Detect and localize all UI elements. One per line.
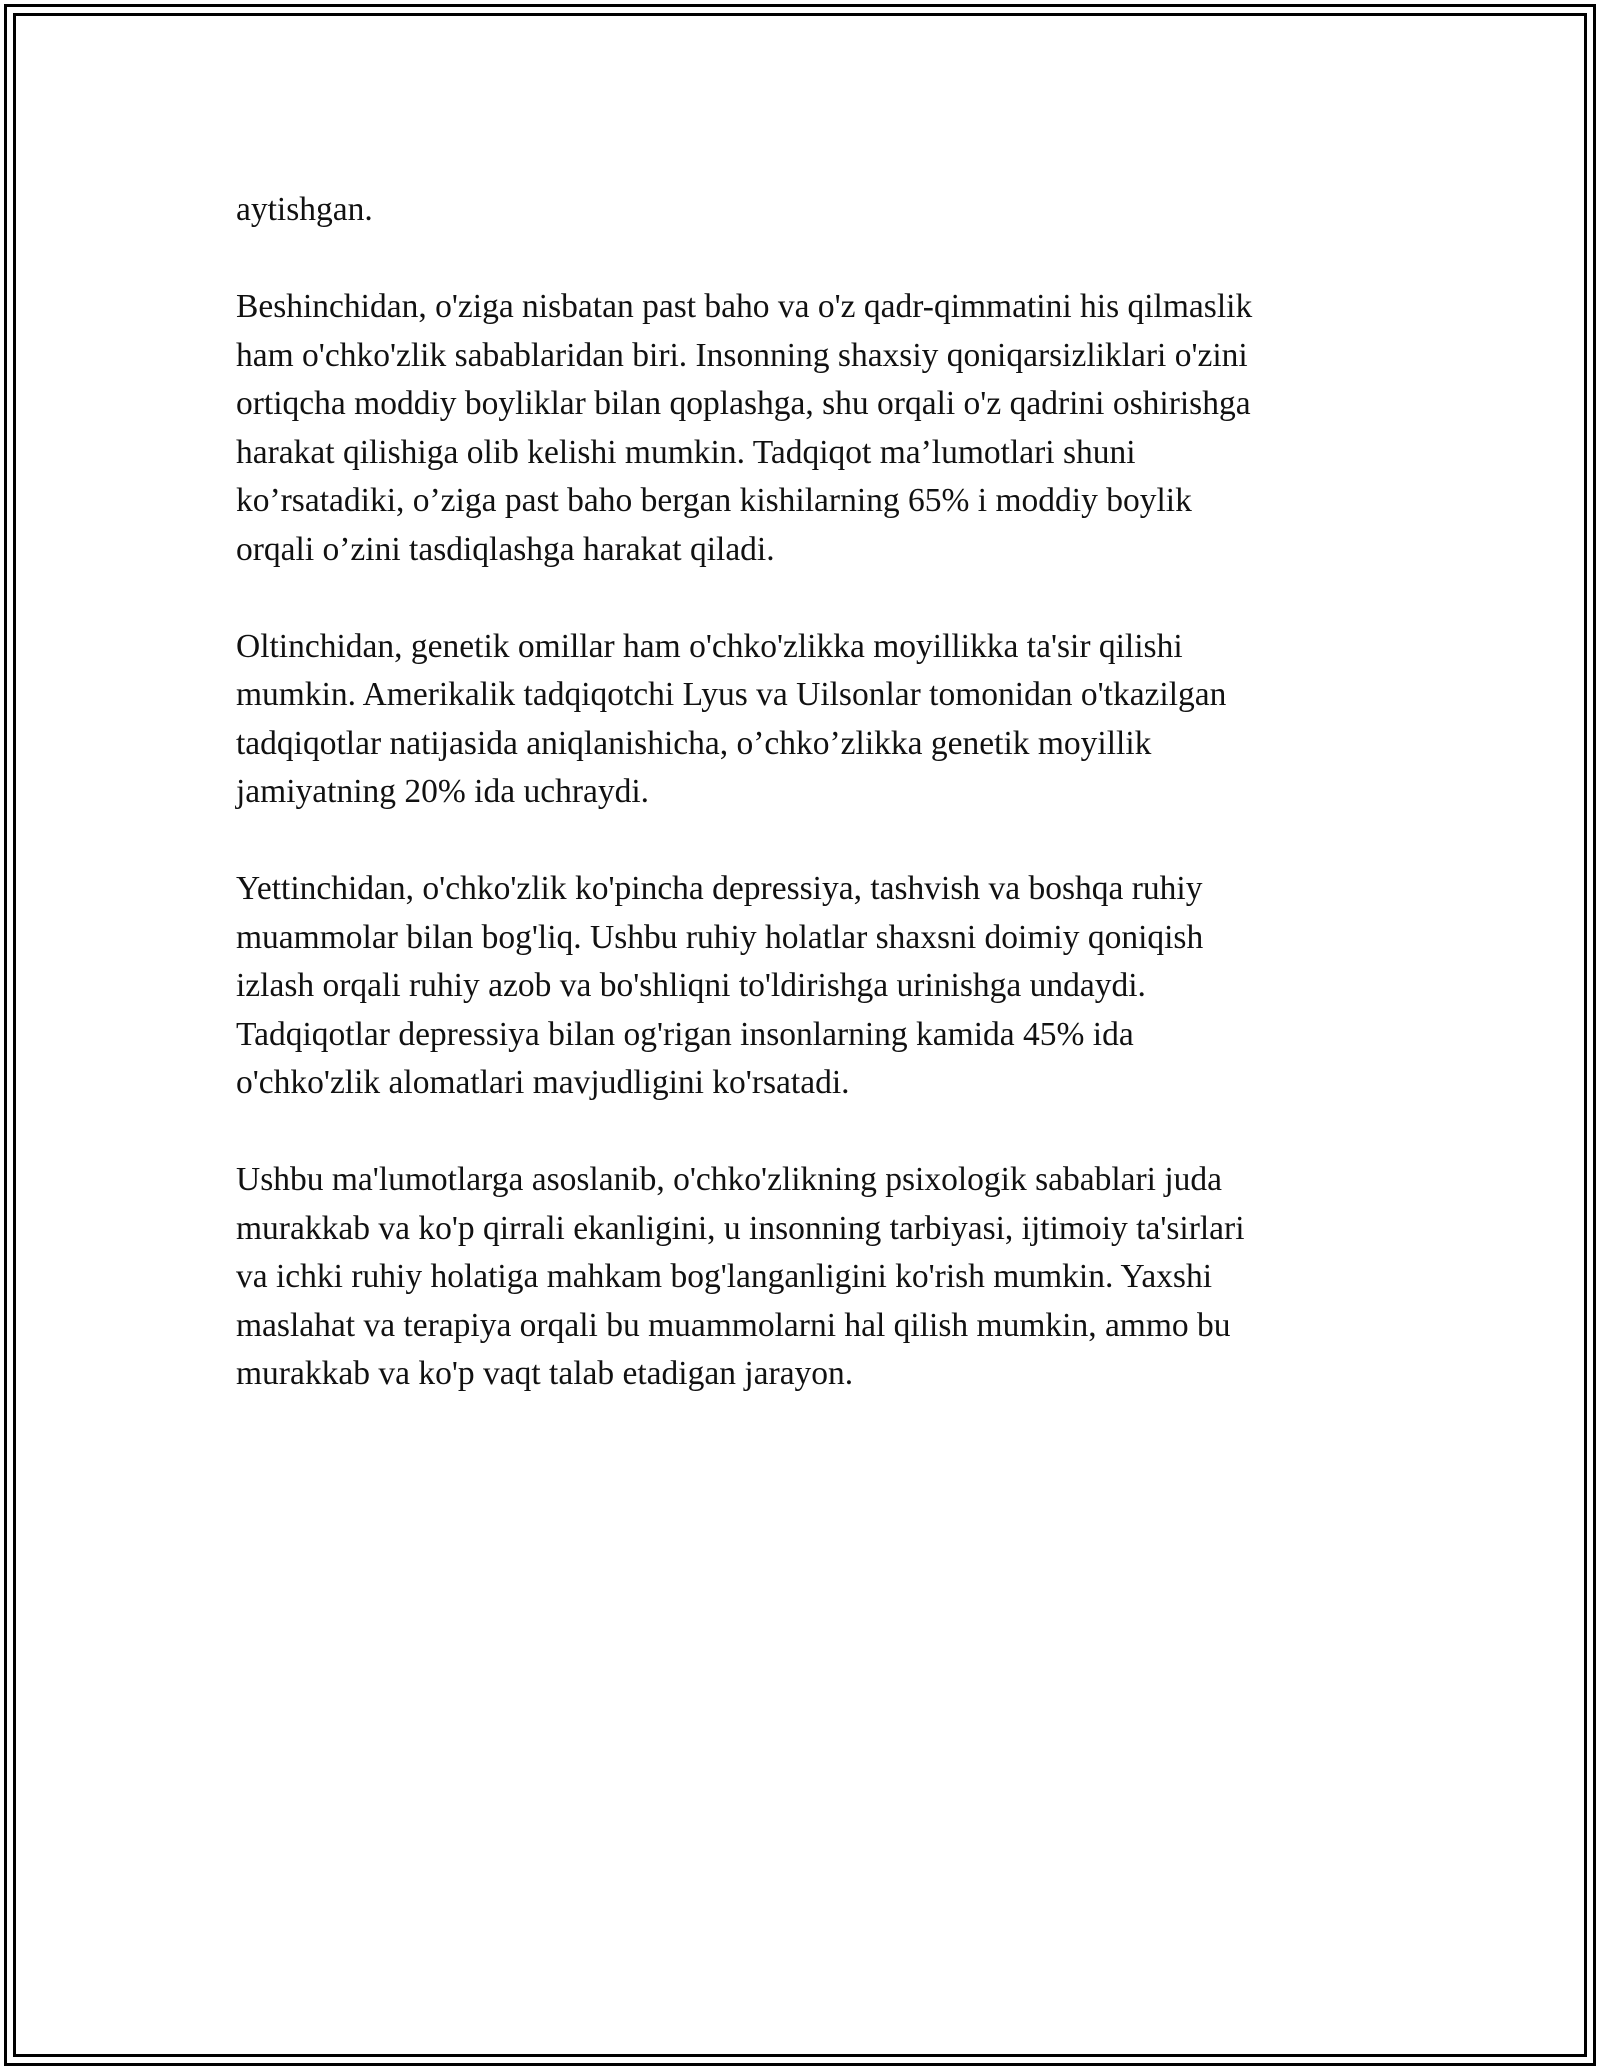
paragraph-conclusion: Ushbu ma'lumotlarga asoslanib, o'chko'zlikning psixologik sabablari juda murakkab va ko'p qirrali ekanligini, u insonning tarbiyasi, ijtimoiy ta'sirlari va ichki ruhiy holatiga mahkam bog'langanligini ko'rish mumkin. Yaxshi maslahat va terapiya orqali bu muammolarni hal qilish mumkin, ammo bu murakkab va ko'p vaqt talab etadigan jarayon. — [236, 1161, 1245, 1392]
document-body — [236, 186, 1366, 1447]
paragraph-seventh-reason: Yettinchidan, o'chko'zlik ko'pincha depressiya, tashvish va boshqa ruhiy muammolar bilan bog'liq. Ushbu ruhiy holatlar shaxsni doimiy qoniqish izlash orqali ruhiy azob va bo'shliqni to'ldirishga urinishga undaydi. Tadqiqotlar depressiya bilan og'rigan insonlarning kamida 45% ida o'chko'zlik alomatlari mavjudligini ko'rsatadi. — [236, 870, 1204, 1101]
paragraph-continuation: aytishgan. — [236, 191, 373, 228]
paragraph-fifth-reason: Beshinchidan, o'ziga nisbatan past baho va o'z qadr-qimmatini his qilmaslik ham o'chko'zlik sabablaridan biri. Insonning shaxsiy qoniqarsizliklari o'zini ortiqcha moddiy boyliklar bilan qoplashga, shu orqali o'z qadrini oshirishga harakat qilishiga olib kelishi mumkin. Tadqiqot ma’lumotlari shuni ko’rsatadiki, o’ziga past baho bergan kishilarning 65% i moddiy boylik orqali o’zini tasdiqlashga harakat qiladi. — [236, 288, 1253, 568]
paragraph-sixth-reason: Oltinchidan, genetik omillar ham o'chko'zlikka moyillikka ta'sir qilishi mumkin. Amerikalik tadqiqotchi Lyus va Uilsonlar tomonidan o'tkazilgan tadqiqotlar natijasida aniqlanishicha, o’chko’zlikka genetik moyillik jamiyatning 20% ida uchraydi. — [236, 627, 1227, 810]
